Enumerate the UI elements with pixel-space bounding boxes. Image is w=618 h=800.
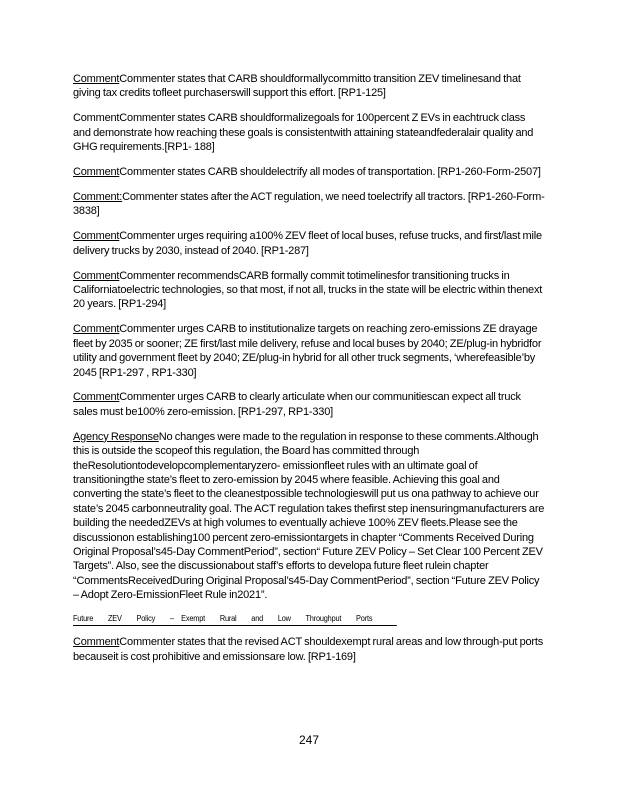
- comment-text: Commenter recommendsCARB formally commit totimelinesfor transitioning trucks in Californiatoelectric technologies, so that most, if not all, trucks in the state will be electric within thenext 20 years. [RP1-294]: [73, 269, 543, 311]
- page-content: [73, 72, 545, 674]
- comment-paragraph: [73, 269, 545, 312]
- section-heading: Future ZEV Policy – Exempt Rural and Low Throughput Ports: [73, 613, 397, 626]
- comment-paragraph: [73, 390, 545, 419]
- comment-label: Comment: [73, 166, 120, 179]
- comment-paragraph: [73, 190, 545, 219]
- comment-text: Commenter urges CARB to clearly articulate when our communitiescan expect all truck sales must be100% zero-emission. [RP1-297, RP1-330]: [73, 391, 521, 418]
- comment-text: Commenter states CARB shouldformalizegoals for 100percent Z EVs in eachtruck class and demonstrate how reaching these goals is consistentwith attaining stateandfederalair quality and GHG requirements.[RP1- 188]: [73, 112, 534, 154]
- comment-label: Comment: [73, 230, 120, 243]
- page-number: 247: [298, 733, 320, 747]
- comment-paragraph: [73, 635, 545, 664]
- comment-text: Commenter states CARB shouldelectrify all modes of transportation. [RP1-260-Form-2507]: [119, 166, 541, 179]
- agency-response-text: No changes were made to the regulation in response to these comments.Although this is outside the scopeof this regulation, the Board has committed through theResolutiontodevelopcomplementaryzero- emissionfleet rules with an ultimate goal of transitioningthe state’s fleet to zero-emission by 2045 where feasible. Achieving this goal and converting the state’s fleet to the cleanestpossible technologieswill put us ona pathway to achieve our state’s 2045 carbonneutrality goal. The ACT regulation takes thefirst step inensuringmanufacturers are building the neededZEVs at high volumes to eventually achieve 100% ZEV fleets.Please see the discussionon establishing100 percent zero-emissiontargets in chapter “Comments Received During Original Proposal’s45-Day CommentPeriod”, section“ Future ZEV Policy – Set Clear 100 Percent ZEV Targets”. Also, see the discussionabout staff’s efforts to developa future fleet rulein chapter “CommentsReceivedDuring Original Proposal’s45-Day CommentPeriod”, section “Future ZEV Policy – Adopt Zero-EmissionFleet Rule in2021”.: [73, 430, 545, 602]
- comment-text: Commenter urges CARB to institutionalize targets on reaching zero-emissions ZE drayage fleet by 2035 or sooner; ZE first/last mile delivery, refuse and local buses by 2040; ZE/plug-in hybridfor utility and government fleet by 2040; ZE/plug-in hybrid for all other truck segments, ‘wherefeasible’by 2045 [RP1-297 , RP1-330]: [73, 323, 542, 379]
- comment-paragraph: [73, 165, 545, 179]
- agency-response-label: Agency Response: [73, 430, 159, 443]
- comment-paragraph: [73, 111, 545, 154]
- comment-label: Comment:: [73, 190, 123, 203]
- comment-paragraph: [73, 322, 545, 380]
- comment-text: Commenter states that the revised ACT shouldexempt rural areas and low through-put ports becauseit is cost prohibitive and emissionsare low. [RP1-169]: [73, 636, 544, 663]
- comment-label: Comment: [73, 636, 120, 649]
- comment-label: Comment: [73, 269, 120, 282]
- comment-paragraph: [73, 229, 545, 258]
- comment-text: Commenter urges requiring a100% ZEV fleet of local buses, refuse trucks, and first/last mile delivery trucks by 2030, instead of 2040. [RP1-287]: [73, 230, 542, 257]
- comment-text: Commenter states that CARB shouldformallycommitto transition ZEV timelinesand that giving tax credits tofleet purchaserswill support this effort. [RP1-125]: [73, 73, 521, 100]
- comment-label: Comment: [73, 73, 120, 85]
- comment-paragraph: [73, 72, 545, 101]
- comment-label: Comment: [73, 323, 120, 336]
- comment-label: Comment: [73, 112, 120, 125]
- agency-response-paragraph: [73, 430, 545, 603]
- comment-label: Comment: [73, 391, 120, 404]
- comment-text: Commenter states after the ACT regulation, we need toelectrify all tractors. [RP1-260-Form-3838]: [73, 190, 545, 218]
